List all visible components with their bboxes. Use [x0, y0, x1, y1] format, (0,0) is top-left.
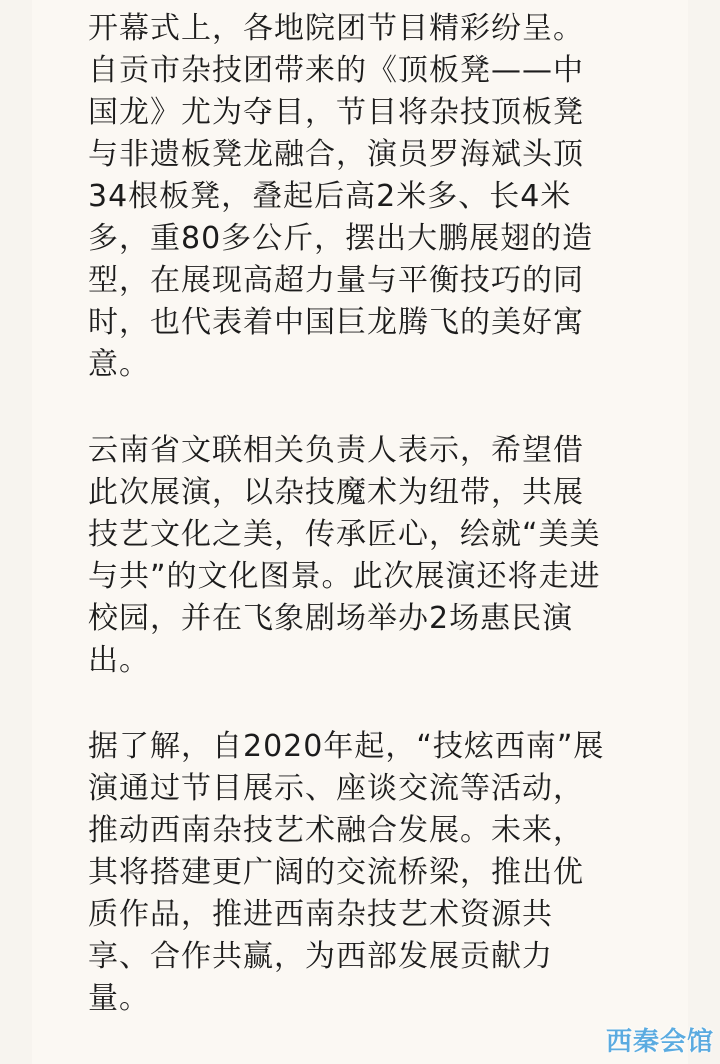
text-line: 时，也代表着中国巨龙腾飞的美好寓: [88, 305, 584, 340]
paragraph-2: [88, 430, 648, 682]
text-line: 多，重80多公斤，摆出大鹏展翅的造: [88, 221, 594, 256]
text-line: 开幕式上，各地院团节目精彩纷呈。: [88, 11, 584, 46]
text-line: 校园，并在飞象剧场举办2场惠民演: [88, 601, 574, 636]
text-line: 意。: [88, 347, 150, 382]
text-line: 与共”的文化图景。此次展演还将走进: [88, 559, 601, 594]
text-line: 据了解，自2020年起，“技炫西南”展: [88, 729, 605, 764]
paragraph-3: [88, 726, 648, 1020]
text-line: 享、合作共赢，为西部发展贡献力: [88, 939, 553, 974]
text-line: 推动西南杂技艺术融合发展。未来，: [88, 813, 584, 848]
watermark-logo: 西秦会馆: [605, 1027, 714, 1057]
text-line: 国龙》尤为夺目，节目将杂技顶板凳: [88, 95, 584, 130]
text-line: 其将搭建更广阔的交流桥梁，推出优: [88, 855, 584, 890]
text-line: 与非遗板凳龙融合，演员罗海斌头顶: [88, 137, 584, 172]
text-line: 云南省文联相关负责人表示，希望借: [88, 433, 584, 468]
article-body: [88, 8, 648, 1064]
text-line: 质作品，推进西南杂技艺术资源共: [88, 897, 553, 932]
text-line: 此次展演，以杂技魔术为纽带，共展: [88, 475, 584, 510]
text-line: 自贡市杂技团带来的《顶板凳——中: [88, 53, 584, 88]
text-line: 34根板凳，叠起后高2米多、长4米: [88, 179, 572, 214]
paragraph-1: [88, 8, 648, 386]
text-line: 出。: [88, 643, 150, 678]
text-line: 演通过节目展示、座谈交流等活动，: [88, 771, 584, 806]
text-line: 型，在展现高超力量与平衡技巧的同: [88, 263, 584, 298]
text-line: 量。: [88, 981, 150, 1016]
text-line: 技艺文化之美，传承匠心，绘就“美美: [88, 517, 601, 552]
